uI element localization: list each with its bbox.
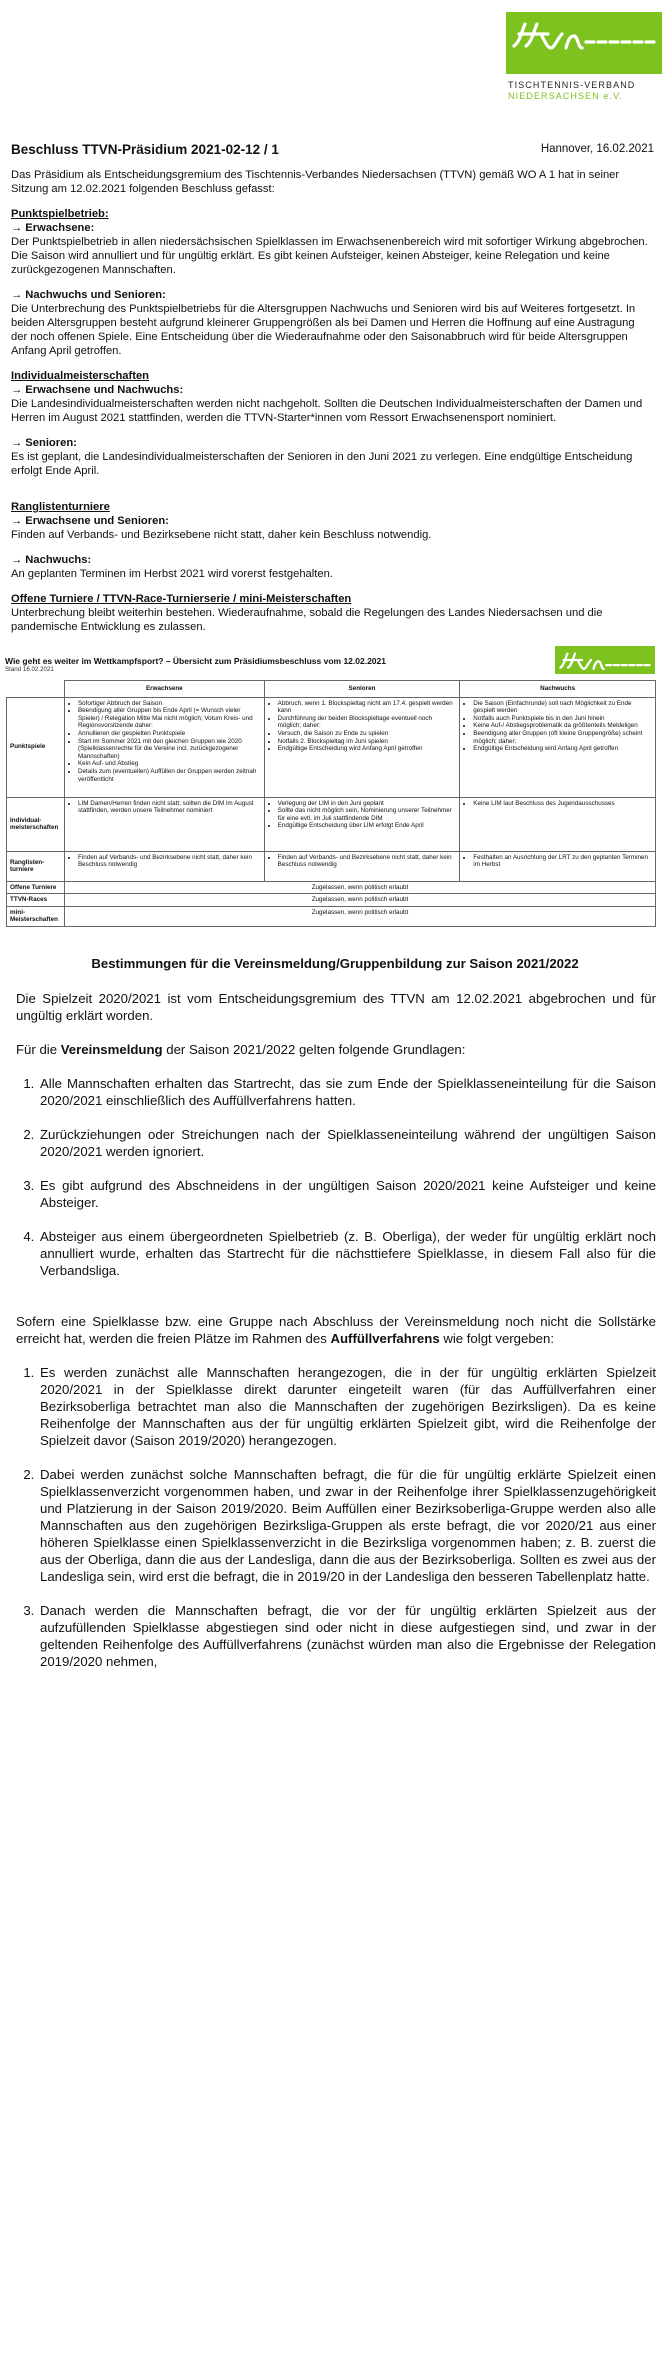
table-cell <box>460 697 656 797</box>
list-item: • Beendigung aller Gruppen (oft kleine Gruppengröße) scheint möglich; daher: <box>473 730 652 745</box>
ttvn-logo <box>555 646 655 674</box>
page-provisions <box>0 942 670 2369</box>
list-item: • Keine LIM laut Beschluss des Jugendausschusses <box>473 800 652 808</box>
logo-text-line1: TISCHTENNIS-VERBAND <box>508 80 636 90</box>
subsection-text: An geplanten Terminen im Herbst 2021 wird vorerst festgehalten. <box>11 568 333 580</box>
table-cell <box>460 797 656 851</box>
table-row <box>7 906 656 926</box>
table-cell <box>64 797 264 851</box>
text-run: Sofern eine Spielklasse bzw. eine Gruppe nach Abschluss der Vereinsmeldung noch nicht die Sollstärke erreicht hat, werden die freien Plätze im Rahmen des <box>16 1314 656 1346</box>
list-item: • Details zum (eventuellen) Auffüllen der Gruppen werden zeitnah veröffentlicht <box>78 768 261 783</box>
table-cell <box>264 851 460 881</box>
list-item: 1. Es werden zunächst alle Mannschaften herangezogen, die in der für ungültig erklärten Spielzeit 2020/2021 in der Spielklasse direkt darunter eingeteilt waren (für das Auffüllverfahren einer Bezirksoberliga betrachtet man also die Mannschaften der zugehörigen Bezirksligen). Da es keine Reihenfolge der Mannschaften aus der für ungültig erklärten Spielzeit gibt, wird die Reihenfolge der Spielzeit davor (Saison 2019/2020) herangezogen. <box>38 1364 656 1449</box>
list-item: 3. Es gibt aufgrund des Abschneidens in der ungültigen Saison 2020/2021 keine Aufsteiger und keine Absteiger. <box>38 1177 656 1211</box>
subsection-text: Finden auf Verbands- und Bezirksebene nicht statt, daher kein Beschluss notwendig. <box>11 529 432 541</box>
column-header: Senioren <box>264 681 460 698</box>
subsection-heading: → Erwachsene und Nachwuchs: <box>11 384 184 396</box>
list-item: 4. Absteiger aus einem übergeordneten Spielbetrieb (z. B. Oberliga), der weder für ungültig erklärt noch annulliert wurde, erhalten das Startrecht für die nächsttiefere Spielklasse, in diesem Fall also für die Verbandsliga. <box>38 1228 656 1279</box>
registration-list <box>16 1075 656 1279</box>
list-item: • Endgültige Entscheidung wird Anfang April getroffen <box>473 745 652 753</box>
intro-paragraph: Das Präsidium als Entscheidungsgremium des Tischtennis-Verbandes Niedersachsen (TTVN) gemäß WO A 1 hat in seiner Sitzung am 12.02.2021 folgenden Beschluss gefasst: <box>11 169 620 195</box>
list-item: • Verlegung der LIM in den Juni geplant <box>278 800 457 808</box>
provisions-title: Bestimmungen für die Vereinsmeldung/Gruppenbildung zur Saison 2021/2022 <box>91 956 579 971</box>
decision-body <box>11 168 651 634</box>
provisions-paragraph: Die Spielzeit 2020/2021 ist vom Entscheidungsgremium des TTVN am 12.02.2021 abgebrochen und für ungültig erklärt worden. <box>16 991 656 1023</box>
provisions-paragraph <box>16 1313 656 1347</box>
row-header: Ranglisten-turniere <box>7 851 65 881</box>
section-heading: Offene Turniere / TTVN-Race-Turnierserie / mini-Meisterschaften <box>11 593 352 605</box>
list-item: • Annullieren der gespielten Punktspiele <box>78 730 261 738</box>
list-item: • Abbruch, wenn 1. Blockspieltag nicht am 17.4. gespielt werden kann <box>278 700 457 715</box>
section-heading: Individualmeisterschaften <box>11 370 150 382</box>
list-item: 3. Danach werden die Mannschaften befragt, die vor der für ungültig erklärten Spielzeit aus der aufzufüllenden Spielklasse abgestiegen sind oder nicht in diese aufgestiegen sind, und zwar in der geltenden Reihenfolge des Auffüllverfahrens (zunächst würden man also die Ergebnisse der Relegation 2019/2020 nehmen, <box>38 1602 656 1670</box>
bold-term: Auffüllverfahrens <box>330 1331 440 1346</box>
subsection-heading: → Nachwuchs: <box>11 554 92 566</box>
table-cell <box>264 697 460 797</box>
list-item: • Endgültige Entscheidung wird Anfang April getroffen <box>278 745 457 753</box>
table-cell: Zugelassen, wenn politisch erlaubt <box>64 906 655 926</box>
fill-procedure-list <box>16 1364 656 1670</box>
list-item: • LIM Damen/Herren finden nicht statt; sollten die DIM im August stattfinden, werden unsere Teilnehmer nominiert <box>78 800 261 815</box>
provisions-body <box>16 990 656 1687</box>
subsection-heading: → Nachwuchs und Senioren: <box>11 289 166 301</box>
overview-title: Wie geht es weiter im Wettkampfsport? – Übersicht zum Präsidiumsbeschluss vom 12.02.2021 <box>5 656 386 666</box>
subsection-text: Der Punktspielbetrieb in allen niedersächsischen Spielklassen im Erwachsenenbereich wird mit sofortiger Wirkung abgebrochen. Die Saison wird annulliert und für ungültig erklärt. Es gibt keinen Aufsteiger, keinen Absteiger, keine Relegation und keine zurückgezogenen Mannschaften. <box>11 236 648 276</box>
subsection-heading: → Erwachsene: <box>11 222 95 234</box>
list-item: 2. Zurückziehungen oder Streichungen nach der Spielklasseneinteilung während der ungültigen Saison 2020/2021 werden ignoriert. <box>38 1126 656 1160</box>
page-decision <box>0 0 670 640</box>
subsection-heading: → Erwachsene und Senioren: <box>11 515 169 527</box>
ttvn-logo <box>506 12 662 74</box>
table-cell <box>64 851 264 881</box>
column-header: Erwachsene <box>64 681 264 698</box>
list-item: • Endgültige Entscheidung über LIM erfolgt Ende April <box>278 822 457 830</box>
row-header: mini-Meisterschaften <box>7 906 65 926</box>
column-header: Nachwuchs <box>460 681 656 698</box>
row-header: Offene Turniere <box>7 881 65 894</box>
page-overview <box>0 640 670 942</box>
list-item: • Sollte das nicht möglich sein, Nominierung unserer Teilnehmer für eine evtl. im Juli stattfindende DIM <box>278 807 457 822</box>
table-cell <box>460 851 656 881</box>
list-item: • Durchführung der beiden Blockspieltage eventuell noch möglich; daher: <box>278 715 457 730</box>
table-cell: Zugelassen, wenn politisch erlaubt <box>64 894 655 907</box>
table-row <box>7 851 656 881</box>
list-item: • Festhalten an Ausrichtung der LRT zu den geplanten Terminen im Herbst <box>473 854 652 869</box>
subsection-text: Die Landesindividualmeisterschaften werden nicht nachgeholt. Sollten die Deutschen Individualmeisterschaften der Damen und Herren im August 2021 stattfinden, werden die TTVN-Starter*innen vom Ressort Erwachsenensport nominiert. <box>11 398 643 424</box>
list-item: • Keine Auf-/ Abstiegsproblematik da größtenteils Meldeligen <box>473 722 652 730</box>
row-header: Punktspiele <box>7 697 65 797</box>
list-item: • Kein Auf- und Abstieg <box>78 760 261 768</box>
list-item: • Notfalls 2. Blockspieltag im Juni spielen <box>278 738 457 746</box>
table-cell <box>64 697 264 797</box>
decision-date: Hannover, 16.02.2021 <box>540 143 654 155</box>
list-item: • Finden auf Verbands- und Bezirksebene nicht statt, daher kein Beschluss notwendig <box>78 854 261 869</box>
table-cell: Zugelassen, wenn politisch erlaubt <box>64 881 655 894</box>
list-item: • Start im Sommer 2021 mit den gleichen Gruppen wie 2020 (Spielklassenrechte für die Vereine incl. zurückgezogener Mannschaften) <box>78 738 261 761</box>
overview-stand: Stand 16.02.2021 <box>5 666 54 673</box>
list-item: 1. Alle Mannschaften erhalten das Startrecht, das sie zum Ende der Spielklasseneinteilung für die Saison 2020/2021 einschließlich des Auffüllverfahrens hatten. <box>38 1075 656 1109</box>
list-item: • Beendigung aller Gruppen bis Ende April (= Wunsch vieler Spieler) / Relegation Mitte Mai nicht möglich; Votum Kreis- und Regionsvorsitzende daher: <box>78 707 261 730</box>
subsection-text: Es ist geplant, die Landesindividualmeisterschaften der Senioren in den Juni 2021 zu verlegen. Eine endgültige Entscheidung erfolgt Ende April. <box>11 451 633 477</box>
section-heading: Punktspielbetrieb: <box>11 208 109 220</box>
decision-title: Beschluss TTVN-Präsidium 2021-02-12 / 1 <box>11 142 279 157</box>
table-row <box>7 797 656 851</box>
text-run: Für die <box>16 1042 61 1057</box>
table-row <box>7 894 656 907</box>
table-row <box>7 881 656 894</box>
ttvn-wordmark-icon <box>555 646 655 674</box>
overview-table <box>6 680 656 927</box>
list-item: • Versuch, die Saison zu Ende zu spielen <box>278 730 457 738</box>
provisions-paragraph <box>16 1041 656 1058</box>
table-cell <box>264 797 460 851</box>
section-heading: Ranglistenturniere <box>11 501 110 513</box>
list-item: 2. Dabei werden zunächst solche Mannschaften befragt, die für die für ungültig erklärte Spielzeit einen Spielklassenverzicht vorgenommen haben, und zwar in der Reihenfolge ihrer Spielklassenzugehörigkeit und Platzierung in der Saison 2019/2020. Beim Auffüllen einer Bezirksoberliga-Gruppe werden also alle Mannschaften aus den zugehörigen Bezirksliga-Gruppen als erste befragt, die vor 2020/21 aus einer höheren Spielklasse einen Spielklassenverzicht in die Bezirksliga vorgenommen haben; z. B. zuerst die aus der Oberliga, dann die aus der Landesliga, dann die aus der Bezirksoberliga. Sollten es zwei aus der Landesliga sein, wird erst die befragt, die in 2019/20 in der Landesliga den besseren Tabellenplatz hatte. <box>38 1466 656 1585</box>
logo-text-line2: NIEDERSACHSEN e.V. <box>508 91 623 101</box>
list-item: • Die Saison (Einfachrunde) soll nach Möglichkeit zu Ende gespielt werden <box>473 700 652 715</box>
ttvn-wordmark-icon <box>506 12 662 74</box>
list-item: • Notfalls auch Punktspiele bis in den Juni hinein <box>473 715 652 723</box>
bold-term: Vereinsmeldung <box>60 1042 163 1057</box>
table-row <box>7 697 656 797</box>
table-corner <box>7 681 65 698</box>
subsection-text: Die Unterbrechung des Punktspielbetriebs für die Altersgruppen Nachwuchs und Senioren wird bis auf Weiteres fortgesetzt. In beiden Altersgruppen besteht aufgrund kleinerer Gruppengrößen als bei Damen und Herren die Hoffnung auf eine Austragung der noch offenen Spiele. Eine Entscheidung über die Wiederaufnahme oder den Saisonabbruch wird für beide Altersgruppen Anfang April getroffen. <box>11 303 636 357</box>
row-header: TTVN-Races <box>7 894 65 907</box>
subsection-text: Unterbrechung bleibt weiterhin bestehen. Wiederaufnahme, sobald die Regelungen des Landes Niedersachsen und die pandemische Entwicklung es zulassen. <box>11 607 603 633</box>
text-run: der Saison 2021/2022 gelten folgende Grundlagen: <box>162 1042 466 1057</box>
row-header: Individual-meisterschaften <box>7 797 65 851</box>
list-item: • Sofortiger Abbruch der Saison <box>78 700 261 708</box>
subsection-heading: → Senioren: <box>11 437 77 449</box>
list-item: • Finden auf Verbands- und Bezirksebene nicht statt, daher kein Beschluss notwendig <box>278 854 457 869</box>
text-run: wie folgt vergeben: <box>439 1331 555 1346</box>
table-header-row <box>7 681 656 698</box>
